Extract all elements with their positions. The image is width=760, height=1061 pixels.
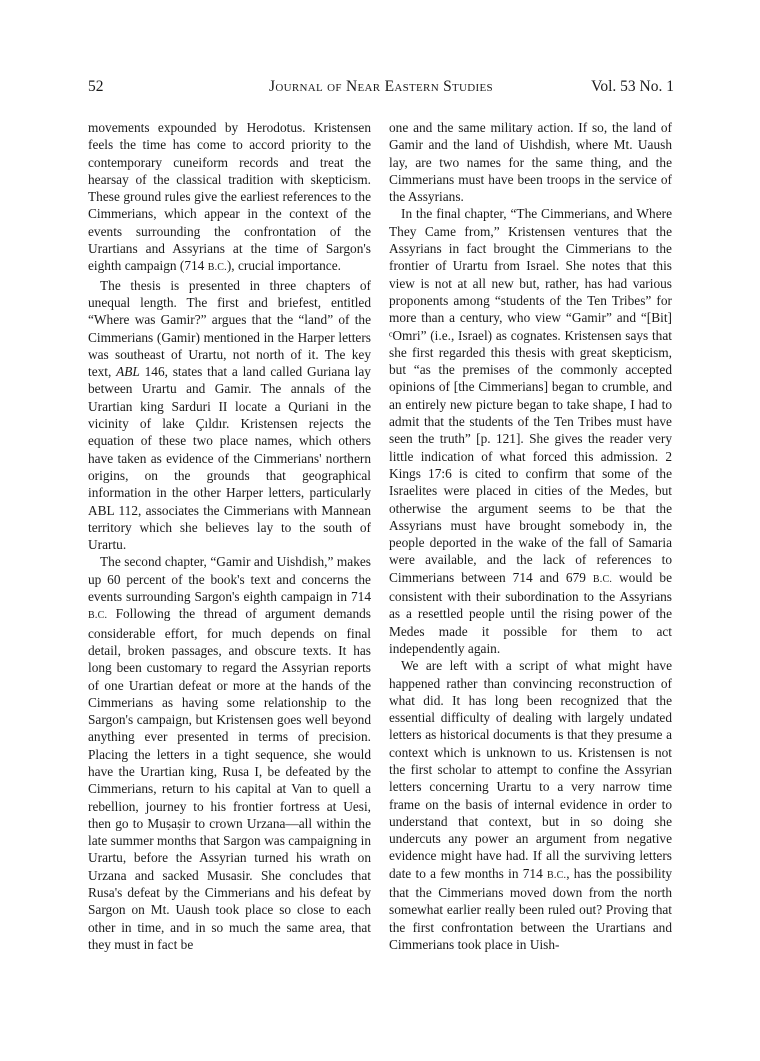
- right-paragraph-1: one and the same military action. If so, the land of Gamir and the land of Uishdish, where Mt. Uaush lay, are two names for the same thing, and the Cimmerians must have been troops in the service of the Assyrians.: [389, 120, 672, 205]
- journal-title: Journal of Near Eastern Studies: [269, 78, 493, 95]
- era-abbreviation: B.C.: [207, 262, 227, 274]
- text-run: Following the thread of argument demands considerable effort, for much depends on final detail, broken passages, and obscure texts. It has long been customary to regard the Assyrian reports of one Urartian defeat or more at the hands of the Cimmerians as having some relationship to the Sargon's campaign, but Kristensen goes well beyond anything ever presented in terms of precision. Placing the letters in a tight sequence, she would have the Urartian king, Rusa I, be defeated by the Cimmerians, return to his capital at Van to quell a rebellion, journey to his frontier fortress at Uesi, then go to Muṣaṣir to crown Urzana—all within the late summer months that Sargon was campaigning in Urartu, before the Assyrian turned his wrath on Urzana and sacked Musasir. She concludes that Rusa's defeat by the Cimmerians and his defeat by Sargon on Mt. Uaush took place so close to each other in time, and in so much the same area, that they must in fact be: [88, 606, 371, 952]
- era-abbreviation: B.C.: [592, 573, 613, 585]
- page-number: 52: [88, 78, 104, 95]
- running-header: [88, 78, 674, 100]
- right-paragraph-2: [389, 205, 672, 657]
- left-paragraph-1: [88, 119, 371, 277]
- era-abbreviation: B.C.: [88, 610, 108, 622]
- right-column: [389, 119, 672, 953]
- right-paragraph-3: [389, 657, 672, 953]
- left-paragraph-2: [88, 277, 371, 554]
- text-run: We are left with a script of what might have happened rather than convincing reconstruction of what did. It has long been recognized that the essential difficulty of dealing with largely undated letters as historical documents is that they presume a context which is unknown to us. Kristensen is not the first scholar to attempt to confine the Assyrian letters concerning Urartu to a very narrow time frame on the basis of internal evidence in order to understand that context, but in so doing she undercuts any power an argument from negative evidence might have had. If all the surviving letters date to a few months in 714: [389, 658, 672, 881]
- text-run: movements expounded by Herodotus. Kristensen feels the time has come to accord priority to the contemporary cuneiform records and treat the hearsay of the classical tradition with skepticism. These ground rules give the earliest references to the Cimmerians, which appear in the context of the events surrounding the confrontation of the Urartians and Assyrians at the time of Sargon's eighth campaign (714: [88, 120, 371, 274]
- text-run: ), crucial importance.: [226, 258, 341, 274]
- text-run: In the final chapter, “The Cimmerians, and Where They Came from,” Kristensen ventures that the Assyrians in fact brought the Cimmerians to the frontier of Urartu from Israel. She notes that this view is not at all new but, rather, has had various proponents among “students of the Ten Tribes” for more than a century, who view “Gamir” and “[Bit] ᶜOmri” (i.e., Israel) as cognates. Kristensen says that she first regarded this thesis with great skepticism, but “as the premises of the commonly accepted opinions of [the Cimmerians] began to crumble, and an entirely new picture began to take shape, I had to admit that the students of the Ten Tribes must have seen the truth” [p. 121]. She gives the reader very little indication of what forced this admission. 2 Kings 17:6 is cited to confirm that some of the Israelites were placed in cities of the Medes, but otherwise the argument seems to be that the Assyrians must have brought somebody in, the people deported in the wake of the fall of Samaria were available, and the lack of references to Cimmerians between 714 and 679: [389, 206, 672, 585]
- left-column: [88, 119, 371, 953]
- volume-issue: Vol. 53 No. 1: [591, 78, 674, 95]
- text-run: The thesis is presented in three chapters of unequal length. The first and briefest, entitled “Where was Gamir?” argues that the “land” of the Cimmerians (Gamir) mentioned in the Harper letters was southeast of Urartu, not north of it. The key text,: [88, 277, 371, 380]
- text-run: would be consistent with their subordination to the Assyrians as a resettled people until the rising power of the Medes made it possible for them to act independently again.: [389, 569, 672, 656]
- italic-abbreviation: ABL: [116, 364, 140, 380]
- text-run: , has the possibility that the Cimmerians moved down from the north somewhat earlier really been ruled out? Proving that the first confrontation between the Urartians and Cimmerians took place in Uish-: [389, 865, 673, 952]
- left-paragraph-3: [88, 553, 371, 953]
- text-run: 146, states that a land called Guriana lay between Urartu and Gamir. The annals of the Urartian king Sarduri II locate a Quriani in the vicinity of lake Çıldır. Kristensen rejects the equation of these two place names, which others have taken as evidence of the Cimmerians' northern origins, on the grounds that geographical information in the other Harper letters, particularly ABL 112, associates the Cimmerians with Mannean territory which she believes lay to the south of Urartu.: [88, 364, 371, 553]
- era-abbreviation: B.C.: [547, 869, 567, 881]
- text-run: The second chapter, “Gamir and Uishdish,” makes up 60 percent of the book's text and concerns the events surrounding Sargon's eighth campaign in 714: [88, 554, 371, 605]
